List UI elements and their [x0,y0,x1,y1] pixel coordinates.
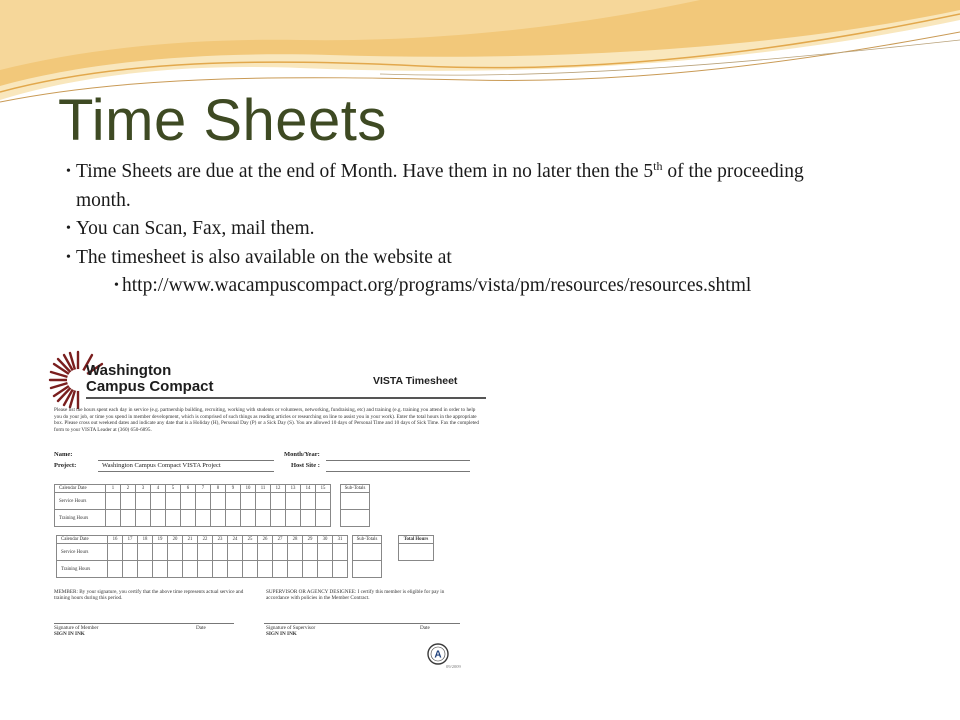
supervisor-sign-in-ink: SIGN IN INK [266,631,297,637]
month-label: Month/Year: [284,451,320,458]
hours-cell [228,544,243,561]
form-revision-date: 09/2009 [446,664,461,669]
day-number: 6 [181,485,196,493]
day-number: 26 [258,536,273,544]
bullet-due-date: • Time Sheets are due at the end of Month. Have them in no later then the 5th of the proceeding month. [66,158,846,215]
hours-cell [213,561,228,578]
service-hours-label: Service Hours [57,544,108,561]
day-number: 25 [243,536,258,544]
seal-letter: A [434,649,442,661]
hours-cell [151,510,166,527]
hours-cell [136,493,151,510]
hours-grid-days-1-15 [54,484,331,527]
day-number: 14 [301,485,316,493]
hours-cell [288,544,303,561]
hours-cell [183,561,198,578]
host-site-line [326,471,470,472]
hours-cell [226,510,241,527]
day-number: 11 [256,485,271,493]
training-hours-label: Training Hours [55,510,106,527]
header-rule [86,397,486,399]
hours-cell [316,493,331,510]
day-number: 24 [228,536,243,544]
hours-cell [273,544,288,561]
hours-cell [181,510,196,527]
project-line [98,471,274,472]
hours-cell [256,493,271,510]
calendar-date-label: Calendar Date [55,485,106,493]
hours-cell [168,544,183,561]
name-line [98,460,274,461]
day-number: 20 [168,536,183,544]
hours-cell [303,561,318,578]
supervisor-certification: SUPERVISOR OR AGENCY DESIGNEE: I certify this member is eligible for pay in accordance with policies in the Member Contract. [266,589,445,602]
subtotal-box-1 [340,484,370,527]
supervisor-date-label: Date [420,625,430,631]
hours-cell [286,510,301,527]
hours-cell [153,544,168,561]
day-number: 9 [226,485,241,493]
hours-cell [183,544,198,561]
hours-cell [243,544,258,561]
day-number: 8 [211,485,226,493]
host-site-label: Host Site : [291,462,320,469]
hours-cell [301,493,316,510]
hours-cell [211,493,226,510]
hours-cell [211,510,226,527]
hours-cell [123,544,138,561]
hours-cell [213,544,228,561]
hours-cell [121,493,136,510]
day-number: 18 [138,536,153,544]
day-number: 29 [303,536,318,544]
day-number: 1 [106,485,121,493]
bullet-list [66,158,846,301]
day-number: 5 [166,485,181,493]
hours-cell [198,544,213,561]
subtotal-label: Sub-Totals [353,536,382,544]
name-label: Name: [54,451,73,458]
hours-cell [288,561,303,578]
service-hours-label: Service Hours [55,493,106,510]
org-name-line1: Washington [86,362,172,379]
total-hours-label: Total Hours [399,536,434,544]
day-number: 21 [183,536,198,544]
form-title: VISTA Timesheet [373,375,458,387]
day-number: 17 [123,536,138,544]
day-number: 13 [286,485,301,493]
hours-cell [286,493,301,510]
day-number: 30 [318,536,333,544]
day-number: 12 [271,485,286,493]
member-signature-label: Signature of Member [54,625,99,631]
bullet-url: • http://www.wacampuscompact.org/programs/vista/pm/resources/resources.shtml [114,272,842,301]
subtotal-box-2 [352,535,382,578]
day-number: 10 [241,485,256,493]
hours-cell [318,544,333,561]
hours-cell [108,561,123,578]
hours-cell [151,493,166,510]
supervisor-signature-label: Signature of Supervisor [266,625,316,631]
hours-cell [226,493,241,510]
hours-cell [198,561,213,578]
day-number: 22 [198,536,213,544]
hours-grid-days-16-31 [56,535,348,578]
day-number: 16 [108,536,123,544]
hours-cell [106,510,121,527]
hours-cell [333,544,348,561]
timesheet-form-image [34,350,486,672]
member-sign-in-ink: SIGN IN INK [54,631,85,637]
subtotal-label: Sub-Totals [341,485,370,493]
bullet-submission-methods: • You can Scan, Fax, mail them. [66,215,846,244]
hours-cell [106,493,121,510]
member-signature-line [54,623,234,624]
hours-cell [316,510,331,527]
hours-cell [166,510,181,527]
training-hours-label: Training Hours [57,561,108,578]
hours-cell [196,510,211,527]
bullet-website: • The timesheet is also available on the website at [66,244,846,273]
day-number: 15 [316,485,331,493]
calendar-date-label: Calendar Date [57,536,108,544]
form-instructions: Please list the hours spent each day in service (e.g. partnership building, recruiting, working with students or volunteers, networking, fundraising, etc) and training (e.g. training you attend in order to help you do your job, or time you spend in member development, which is comprised of such things as reading articles or researching on line to assist you in your work). Enter the total hours in the appropriate box. Please cross out weekend dates and indicate any date that is a Holiday (H), Personal Day (P) or a Sick Day (S). You are allowed 10 days of Personal Time and 10 days of Sick Time. Fax the completed form to your VISTA Leader at (360) 650-6895. [54,407,480,433]
hours-cell [181,493,196,510]
project-label: Project: [54,462,77,469]
hours-cell [136,510,151,527]
hours-cell [123,561,138,578]
day-number: 31 [333,536,348,544]
hours-cell [241,493,256,510]
member-certification: MEMBER: By your signature, you certify that the above time represents actual service and training hours during this period. [54,589,244,602]
hours-cell [168,561,183,578]
hours-cell [333,561,348,578]
day-number: 3 [136,485,151,493]
hours-cell [258,561,273,578]
hours-cell [166,493,181,510]
hours-cell [256,510,271,527]
hours-cell [108,544,123,561]
day-number: 19 [153,536,168,544]
hours-cell [196,493,211,510]
supervisor-signature-line [264,623,460,624]
org-name-line2: Campus Compact [86,378,214,395]
total-hours-box [398,535,434,561]
hours-cell [153,561,168,578]
project-value: Washington Campus Compact VISTA Project [102,462,221,469]
day-number: 23 [213,536,228,544]
hours-cell [271,493,286,510]
day-number: 28 [288,536,303,544]
hours-cell [301,510,316,527]
member-date-label: Date [196,625,206,631]
month-line [326,460,470,461]
hours-cell [138,561,153,578]
day-number: 27 [273,536,288,544]
hours-cell [303,544,318,561]
day-number: 2 [121,485,136,493]
hours-cell [228,561,243,578]
americorps-seal-icon [427,643,449,665]
hours-cell [241,510,256,527]
hours-cell [243,561,258,578]
slide-title: Time Sheets [58,88,387,153]
day-number: 7 [196,485,211,493]
hours-cell [273,561,288,578]
hours-cell [271,510,286,527]
hours-cell [138,544,153,561]
hours-cell [121,510,136,527]
hours-cell [258,544,273,561]
hours-cell [318,561,333,578]
day-number: 4 [151,485,166,493]
